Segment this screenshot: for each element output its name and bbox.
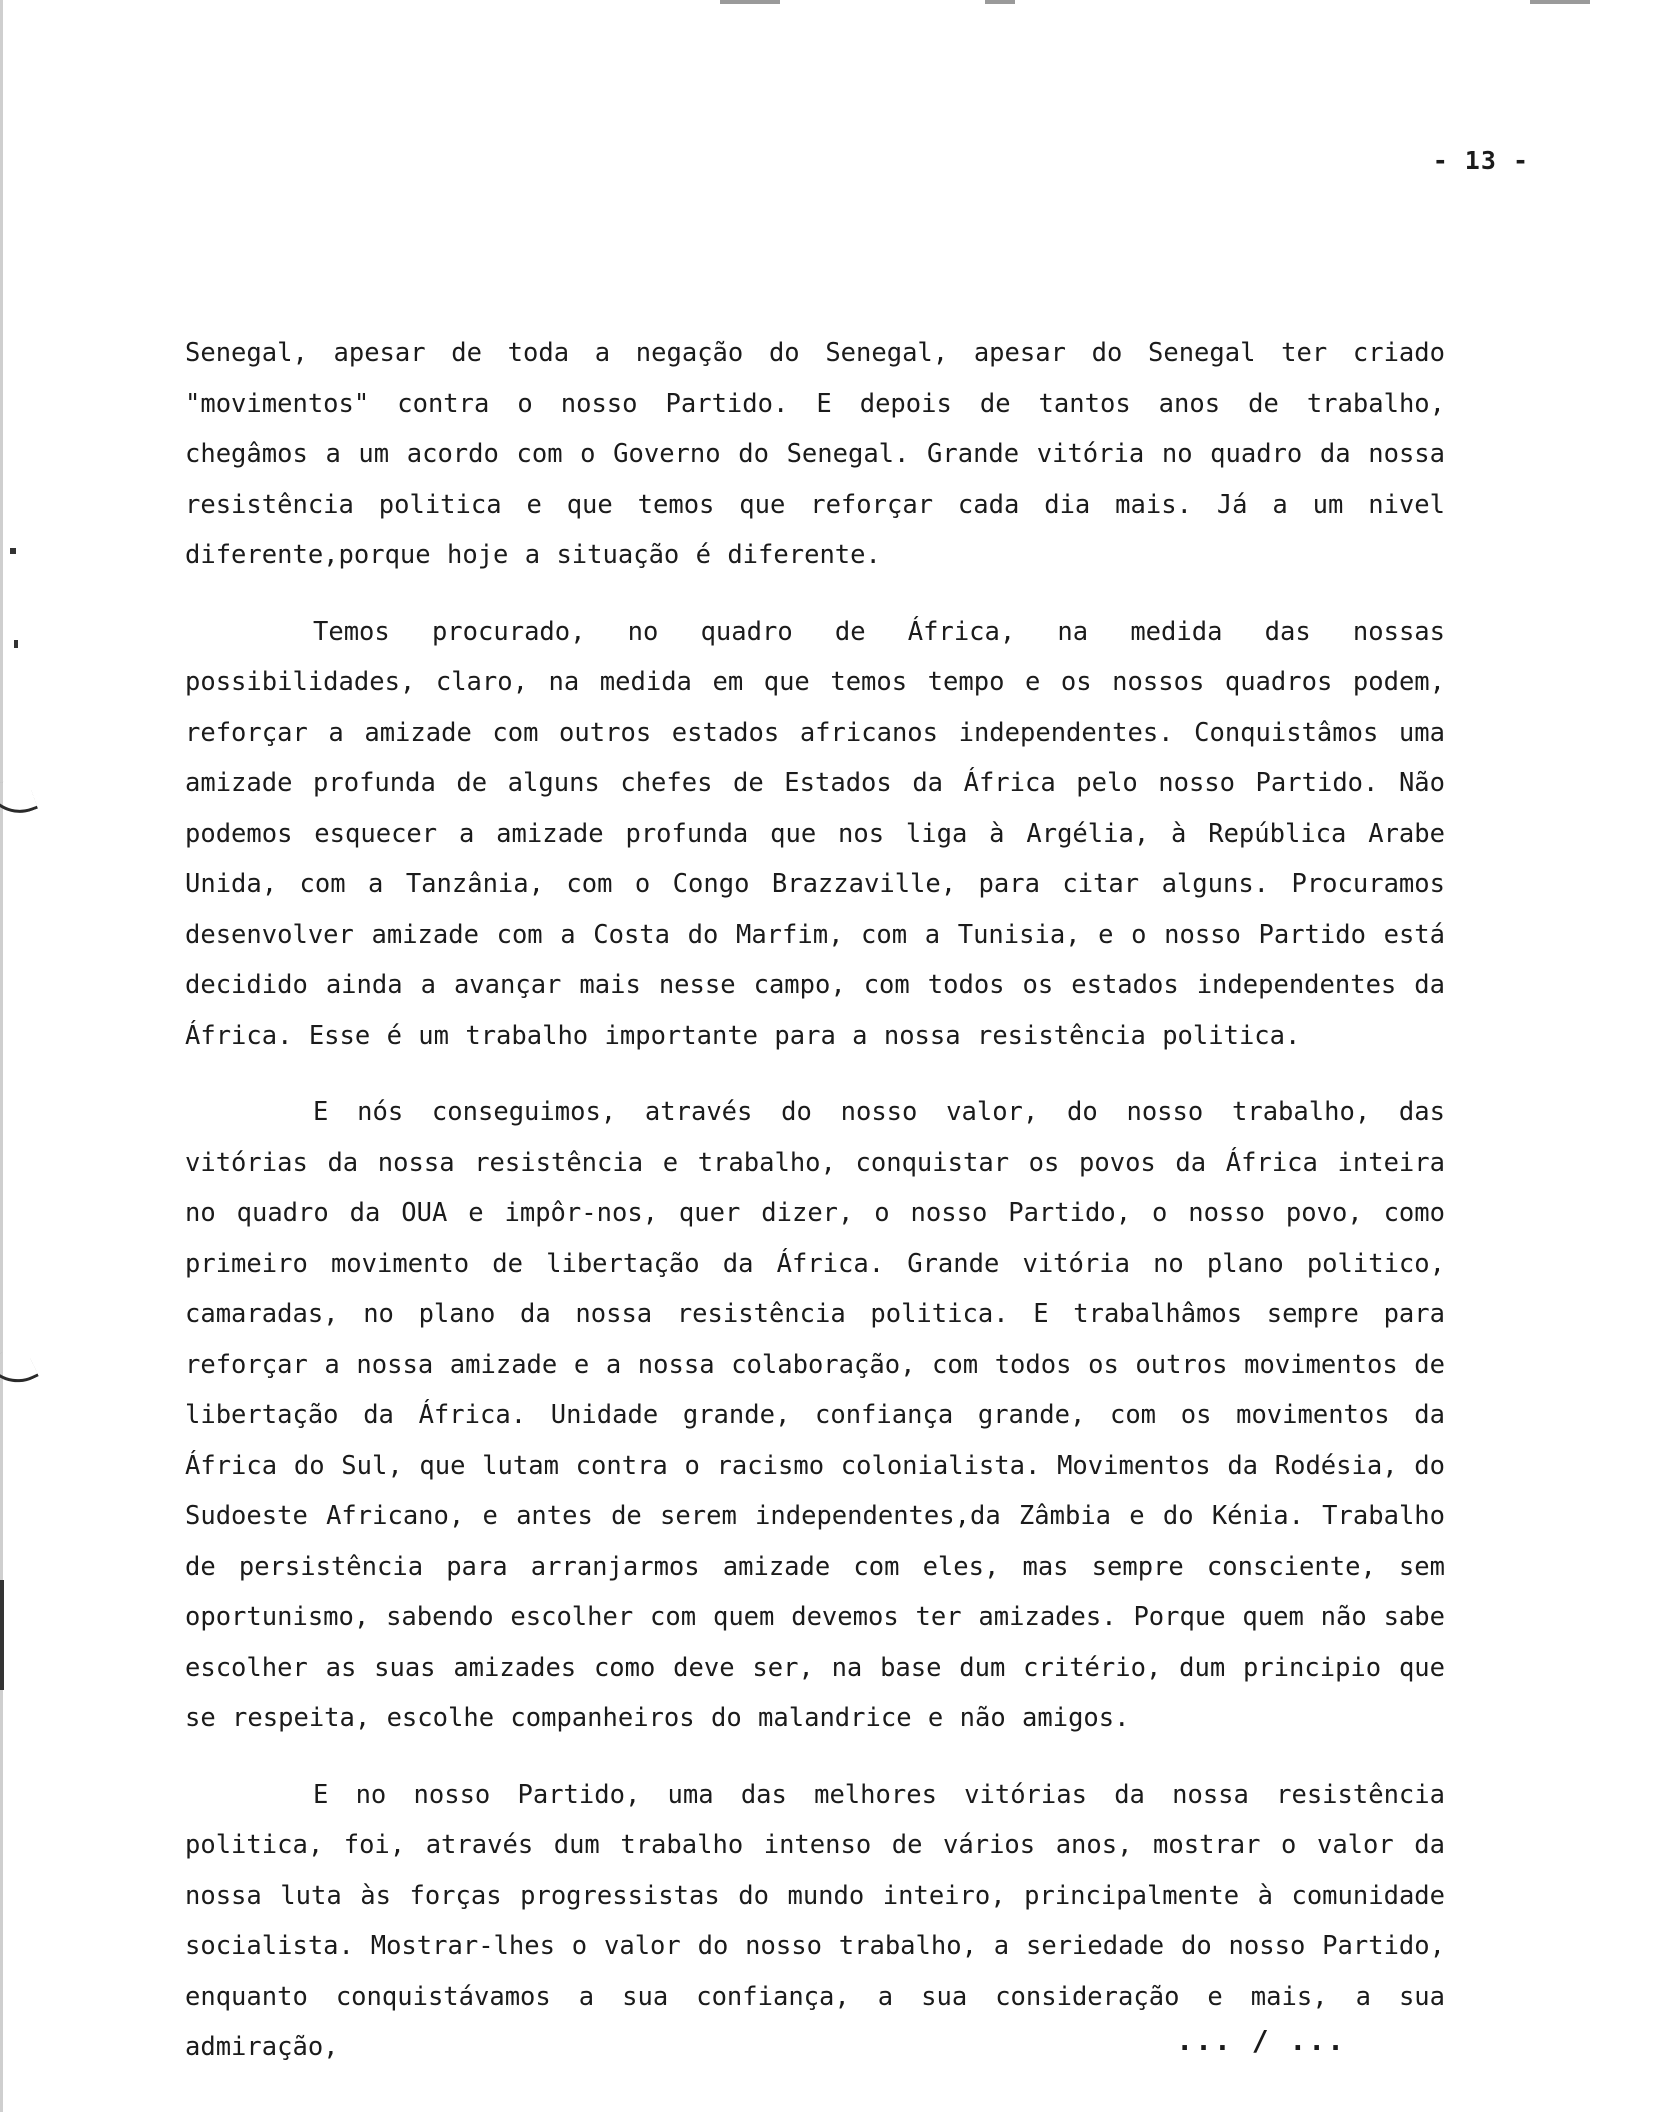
binding-arc xyxy=(0,1343,39,1395)
continuation-mark: ... / ... xyxy=(1176,2024,1346,2057)
document-body xyxy=(185,328,1445,2099)
paragraph: E no nosso Partido, uma das melhores vitórias da nossa resistência politica, foi, através dum trabalho intenso de vários anos, mostrar o valor da nossa luta às forças progressistas do mundo inteiro, principalmente à comunidade socialista. Mostrar-lhes o valor do nosso trabalho, a seriedade do nosso Partido, enquanto conquistávamos a sua confiança, a sua consideração e mais, a sua admiração, xyxy=(185,1779,1445,2062)
margin-line xyxy=(0,1580,4,1690)
margin-tick xyxy=(14,640,18,648)
binding-arc xyxy=(0,774,38,823)
paragraph: E nós conseguimos, através do nosso valor, do nosso trabalho, das vitórias da nossa resistência e trabalho, conquistar os povos da África inteira no quadro da OUA e impôr-nos, quer dizer, o nosso Partido, o nosso povo, como primeiro movimento de libertação da África. Grande vitória no plano politico, camaradas, no plano da nossa resistência politica. E trabalhâmos sempre para reforçar a nossa amizade e a nossa colaboração, com todos os outros movimentos de libertação da África. Unidade grande, confiança grande, com os movimentos da África do Sul, que lutam contra o racismo colonialista. Movimentos da Rodésia, do Sudoeste Africano, e antes de serem independentes,da Zâmbia e do Kénia. Trabalho de persistência para arranjarmos amizade com eles, mas sempre consciente, sem oportunismo, sabendo escolher com quem devemos ter amizades. Porque quem não sabe escolher as suas amizades como deve ser, na base dum critério, dum principio que se respeita, escolhe companheiros do malandrice e não amigos. xyxy=(185,1097,1445,1733)
page-number: - 13 - xyxy=(1432,146,1529,175)
paragraph: Temos procurado, no quadro de África, na medida das nossas possibilidades, claro, na medida em que temos tempo e os nossos quadros podem, reforçar a amizade com outros estados africanos independentes. Conquistâmos uma amizade profunda de alguns chefes de Estados da África pelo nosso Partido. Não podemos esquecer a amizade profunda que nos liga à Argélia, à República Arabe Unida, com a Tanzânia, com o Congo Brazzaville, para citar alguns. Procuramos desenvolver amizade com a Costa do Marfim, com a Tunisia, e o nosso Partido está decidido ainda a avançar mais nesse campo, com todos os estados independentes da África. Esse é um trabalho importante para a nossa resistência politica. xyxy=(185,616,1445,1051)
scan-artifact-top xyxy=(720,0,780,4)
scan-artifact-top xyxy=(1530,0,1590,4)
scan-artifact-top xyxy=(985,0,1015,4)
page-left-edge xyxy=(0,0,3,2112)
paragraph: Senegal, apesar de toda a negação do Senegal, apesar do Senegal ter criado "movimentos" contra o nosso Partido. E depois de tantos anos de trabalho, chegâmos a um acordo com o Governo do Senegal. Grande vitória no quadro da nossa resistência politica e que temos que reforçar cada dia mais. Já a um nivel diferente,porque hoje a situação é diferente. xyxy=(185,338,1445,570)
margin-tick xyxy=(10,548,16,554)
